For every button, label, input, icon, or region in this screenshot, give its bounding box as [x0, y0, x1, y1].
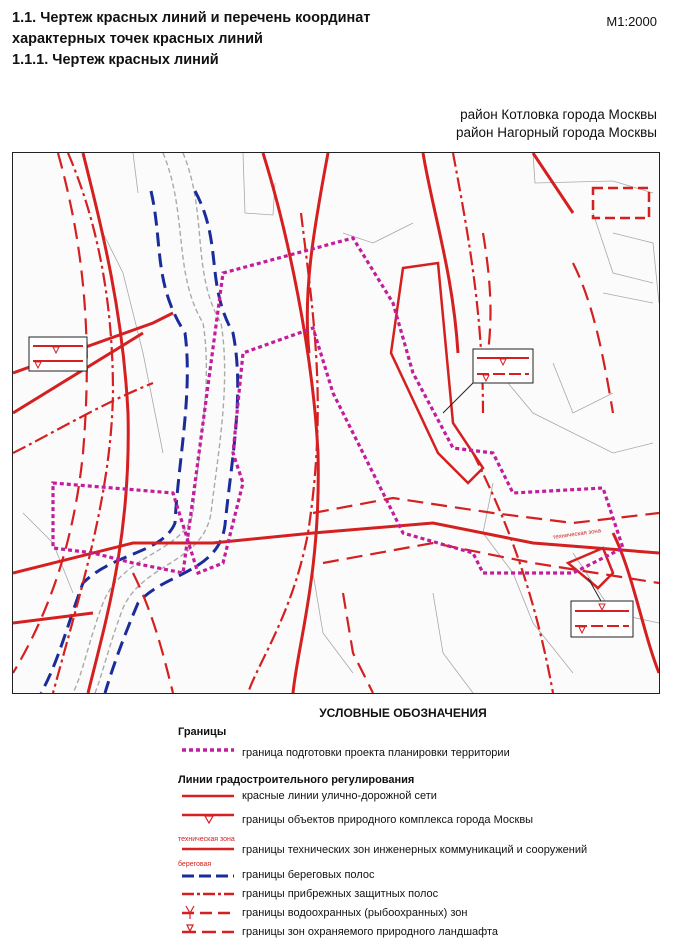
base-cartography	[23, 153, 659, 693]
street-red-lines	[13, 153, 659, 693]
callout-box-left	[29, 337, 87, 371]
legend-item-coastal-protection: границы прибрежных защитных полос	[242, 887, 439, 900]
shore-tag: береговая	[178, 861, 212, 868]
water-protection-lines	[13, 153, 659, 693]
legend-title: УСЛОВНЫЕ ОБОЗНАЧЕНИЯ	[319, 706, 487, 720]
title-line-1: 1.1. Чертеж красных линий и перечень координат	[12, 10, 371, 26]
callout-box-bottom	[571, 578, 633, 637]
coastal-protection-lines	[13, 153, 553, 693]
legend-item-water-protection: границы водоохранных (рыбоохранных) зон	[178, 903, 648, 922]
title-line-2: характерных точек красных линий	[12, 31, 263, 47]
callout-box-middle	[443, 349, 533, 413]
map-legend	[178, 706, 648, 941]
map-canvas	[13, 153, 659, 693]
legend-item-shore-strips: береговая границы береговых полос	[178, 861, 375, 881]
legend-item-natural-complex: границы объектов природного комплекса города Москвы	[178, 805, 648, 835]
natural-complex-boundaries	[391, 188, 649, 588]
shore-strip-lines	[41, 191, 238, 693]
scale-label: М1:2000	[606, 14, 657, 29]
district-label-nagorny: район Нагорный города Москвы	[455, 125, 657, 140]
legend-item-planning-boundary: граница подготовки проекта планировки территории	[242, 747, 510, 759]
title-line-3: 1.1.1. Чертеж красных линий	[12, 52, 219, 68]
legend-item-technical-zones: техническая зона границы технических зон инженерных коммуникаций и сооружений	[178, 836, 588, 856]
district-label-kotlovka: район Котловка города Москвы	[460, 107, 657, 122]
technical-zone-map-label: техническая зона	[552, 528, 602, 541]
technical-zone-tag: техническая зона	[178, 836, 235, 843]
red-lines-map[interactable]	[12, 152, 660, 694]
legend-section-regulation: Линии градостроительного регулирования	[178, 774, 415, 786]
legend-item-red-lines: красные линии улично-дорожной сети	[242, 789, 437, 802]
legend-section-borders: Границы	[178, 726, 227, 738]
drawing-title	[12, 8, 572, 71]
legend-item-landscape: границы зон охраняемого природного ландшафта	[178, 922, 648, 941]
planning-boundary-line	[53, 238, 623, 573]
